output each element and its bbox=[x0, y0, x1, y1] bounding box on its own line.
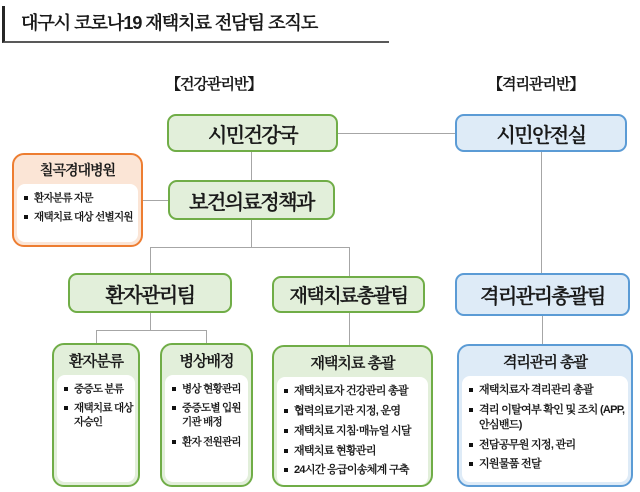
connector-line bbox=[542, 316, 543, 344]
section-header-quarantine: 【격리관리반】 bbox=[488, 76, 584, 93]
section-header-health: 【건강관리반】 bbox=[166, 76, 262, 93]
panel-homecare-total-title: 재택치료 총괄 bbox=[310, 355, 395, 372]
connector-line bbox=[150, 247, 151, 273]
list-item: 환자 전원관리 bbox=[171, 435, 246, 449]
connector-line bbox=[150, 247, 350, 248]
panel-patient-class bbox=[52, 343, 140, 487]
panel-bed-assign-title: 병상배정 bbox=[179, 353, 234, 370]
node-homecare-team-label: 재택치료총괄팀 bbox=[289, 286, 408, 307]
connector-line bbox=[150, 313, 151, 330]
panel-quarantine-total-items bbox=[468, 383, 626, 472]
list-item: 재택치료 현황관리 bbox=[283, 444, 426, 459]
node-citizen-health bbox=[167, 114, 338, 152]
connector-line bbox=[349, 313, 350, 345]
node-health-policy-label: 보건의료정책과 bbox=[189, 191, 314, 214]
panel-quarantine-total-body bbox=[462, 376, 628, 482]
node-citizen-safety-label: 시민안전실 bbox=[496, 124, 586, 147]
node-patient-team bbox=[68, 273, 232, 313]
list-item: 격리 이탈여부 확인 및 조치 (APP, 안심밴드) bbox=[468, 403, 626, 433]
panel-bed-assign bbox=[160, 343, 253, 487]
panel-quarantine-total bbox=[457, 344, 633, 487]
page-title-block bbox=[2, 6, 389, 43]
connector-line bbox=[333, 133, 455, 134]
list-item: 병상 현황관리 bbox=[171, 382, 246, 396]
connector-line bbox=[251, 152, 252, 180]
panel-patient-class-items bbox=[63, 382, 133, 430]
node-quarantine-team-label: 격리관리총괄팀 bbox=[480, 286, 605, 308]
panel-chilgok-title: 칠곡경대병원 bbox=[39, 162, 116, 178]
page-title: 대구시 코로나19 재택치료 전담팀 조직도 bbox=[21, 13, 318, 33]
list-item: 환자분류 자문 bbox=[23, 191, 136, 205]
panel-bed-assign-items bbox=[171, 382, 246, 449]
node-quarantine-team bbox=[455, 273, 630, 316]
panel-bed-assign-body bbox=[165, 375, 248, 482]
panel-chilgok-items bbox=[23, 191, 136, 224]
connector-line bbox=[349, 247, 350, 276]
list-item: 협력의료기관 지정, 운영 bbox=[283, 404, 426, 419]
list-item: 24시간 응급이송체계 구축 bbox=[283, 463, 426, 478]
connector-line bbox=[541, 152, 542, 273]
list-item: 중증도 분류 bbox=[63, 382, 133, 396]
list-item: 재택치료 대상자승인 bbox=[63, 401, 133, 429]
list-item: 전담공무원 지정, 관리 bbox=[468, 438, 626, 453]
list-item: 재택치료 지침·매뉴얼 시달 bbox=[283, 424, 426, 439]
panel-homecare-total bbox=[272, 345, 433, 487]
list-item: 재택치료자 건강관리 총괄 bbox=[283, 384, 426, 399]
connector-line bbox=[143, 200, 168, 201]
connector-line bbox=[96, 330, 97, 343]
panel-chilgok-hospital bbox=[12, 153, 143, 247]
panel-quarantine-total-title: 격리관리 총괄 bbox=[502, 354, 588, 371]
list-item: 지원물품 전달 bbox=[468, 457, 626, 472]
node-citizen-health-label: 시민건강국 bbox=[207, 124, 298, 147]
list-item: 중증도별 입원기관 배정 bbox=[171, 401, 246, 429]
node-citizen-safety bbox=[455, 114, 627, 152]
panel-homecare-total-items bbox=[283, 384, 426, 478]
connector-line bbox=[206, 330, 207, 343]
panel-chilgok-body bbox=[17, 184, 138, 242]
list-item: 재택치료 대상 선별지원 bbox=[23, 210, 136, 224]
panel-patient-class-title: 환자분류 bbox=[69, 353, 123, 370]
node-health-policy bbox=[168, 180, 335, 220]
node-homecare-team bbox=[272, 276, 425, 313]
panel-homecare-total-body bbox=[277, 377, 428, 485]
connector-line bbox=[251, 220, 252, 247]
panel-patient-class-body bbox=[57, 375, 135, 482]
list-item: 재택치료자 격리관리 총괄 bbox=[468, 383, 626, 398]
node-patient-team-label: 환자관리팀 bbox=[105, 284, 195, 307]
connector-line bbox=[96, 330, 207, 331]
